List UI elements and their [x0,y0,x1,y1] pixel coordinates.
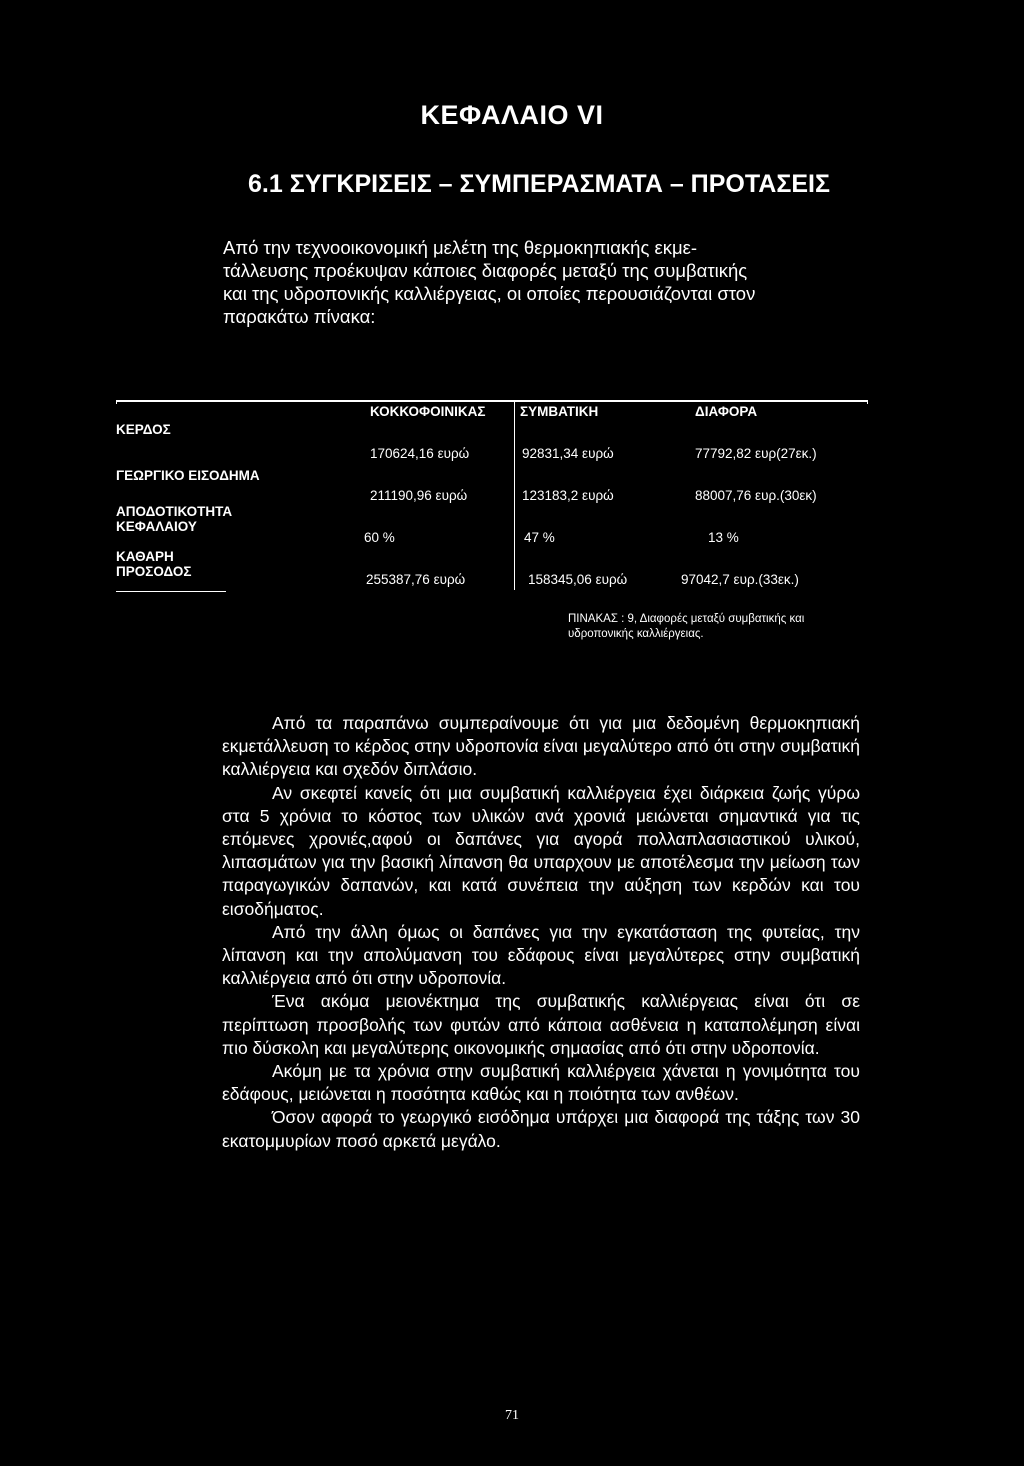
table-header-diafora: ΔΙΑΦΟΡΑ [695,404,758,419]
intro-line: παρακάτω πίνακα: [223,306,376,327]
page-number: 71 [505,1408,519,1423]
table-header-symvatiki: ΣΥΜΒΑΤΙΚΗ [520,404,599,419]
paragraph: Από την άλλη όμως οι δαπάνες για την εγκατάσταση της φυτείας, την λίπανση και την απολύμανση του εδάφους είναι μεγαλύτερες στην συμβατική καλλιέργεια από ότι στην υδροπονία. [222,921,860,989]
body-text [222,712,860,1153]
table-column-divider [514,400,515,590]
table-bottom-border [116,591,226,592]
table-header-kokkofoinikas: ΚΟΚΚΟΦΟΙΝΙΚΑΣ [370,404,486,419]
paragraph: Ένα ακόμα μειονέκτημα της συμβατικής καλλιέργειας είναι ότι σε περίπτωση προσβολής των φυτών από κάποια ασθένεια η καταπολέμηση είναι πιο δύσκολη και μεγαλύτερης οικονομικής σημασίας από ότι στην υδροπονία. [222,991,860,1058]
table-row-label: ΚΕΡΔΟΣ [116,422,171,437]
table-row-label: ΚΕΦΑΛΑΙΟΥ [116,519,197,534]
table-cell: 47 % [524,530,555,545]
chapter-title: ΚΕΦΑΛΑΙΟ VI [420,100,604,130]
paragraph: Από τα παραπάνω συμπεραίνουμε ότι για μια δεδομένη θερμοκηπιακή εκμετάλλευση το κέρδος στην υδροπονία είναι μεγαλύτερο από ότι στην συμβατική καλλιέργεια και σχεδόν διπλάσιο. [222,713,860,780]
table-cell: 123183,2 ευρώ [522,488,614,503]
table-cell: 170624,16 ευρώ [370,446,470,461]
table-cell: 88007,76 ευρ.(30εκ) [695,488,817,503]
table-row-label: ΑΠΟΔΟΤΙΚΟΤΗΤΑ [116,504,233,519]
intro-line: Από την τεχνοοικονομική μελέτη της θερμοκηπιακής εκμε- [223,237,698,258]
table-cell: 13 % [708,530,739,545]
table-cell: 92831,34 ευρώ [522,446,614,461]
paragraph: Όσον αφορά το γεωργικό εισόδημα υπάρχει μια διαφορά της τάξης των 30 εκατομμυρίων ποσό αρκετά μεγάλο. [222,1107,860,1151]
table-right-tick [867,400,868,404]
intro-paragraph [223,236,823,328]
table-cell: 255387,76 ευρώ [366,572,466,587]
table-cell: 60 % [364,530,395,545]
table-cell: 158345,06 ευρώ [528,572,628,587]
table-top-border [116,400,868,402]
intro-line: τάλλευσης προέκυψαν κάποιες διαφορές μεταξύ της συμβατικής [223,260,748,281]
table-cell: 97042,7 ευρ.(33εκ.) [681,572,799,587]
comparison-table [116,400,868,592]
table-row-label: ΓΕΩΡΓΙΚΟ ΕΙΣΟΔΗΜΑ [116,468,260,483]
table-left-tick [116,400,117,404]
table-caption [568,612,804,642]
caption-line: ΠΙΝΑΚΑΣ : 9, Διαφορές μεταξύ συμβατικής και [568,613,805,625]
table-row-label: ΠΡΟΣΟΔΟΣ [116,564,192,579]
table-row-label: ΚΑΘΑΡΗ [116,549,174,564]
intro-line: και της υδροπονικής καλλιέργειας, οι οποίες περουσιάζονται στον [223,283,756,304]
table-cell: 211190,96 ευρώ [370,488,468,503]
section-title: 6.1 ΣΥΓΚΡΙΣΕΙΣ – ΣΥΜΠΕΡΑΣΜΑΤΑ – ΠΡΟΤΑΣΕΙΣ [248,170,830,198]
caption-line: υδροπονικής καλλιέργειας. [568,628,704,640]
table-cell: 77792,82 ευρ(27εκ.) [695,446,817,461]
paragraph: Αν σκεφτεί κανείς ότι μια συμβατική καλλιέργεια έχει διάρκεια ζωής γύρω στα 5 χρόνια το κόστος των υλικών ανά χρονιά μειώνεται σημαντικά για τις επόμενες χρονιές,αφού οι δαπάνες για αγορά πολλαπλασιαστικού υλικού, λιπασμάτων για την βασική λίπανση θα υπαρχουν με αποτέλεσμα την μείωση των παραγωγικών δαπανών, και κατά συνέπεια την αύξηση των κερδών και του εισοδήματος. [222,782,860,919]
paragraph: Ακόμη με τα χρόνια στην συμβατική καλλιέργεια χάνεται η γονιμότητα του εδάφους, μειώνεται η ποσότητα καθώς και η ποιότητα των ανθέων. [222,1061,860,1105]
